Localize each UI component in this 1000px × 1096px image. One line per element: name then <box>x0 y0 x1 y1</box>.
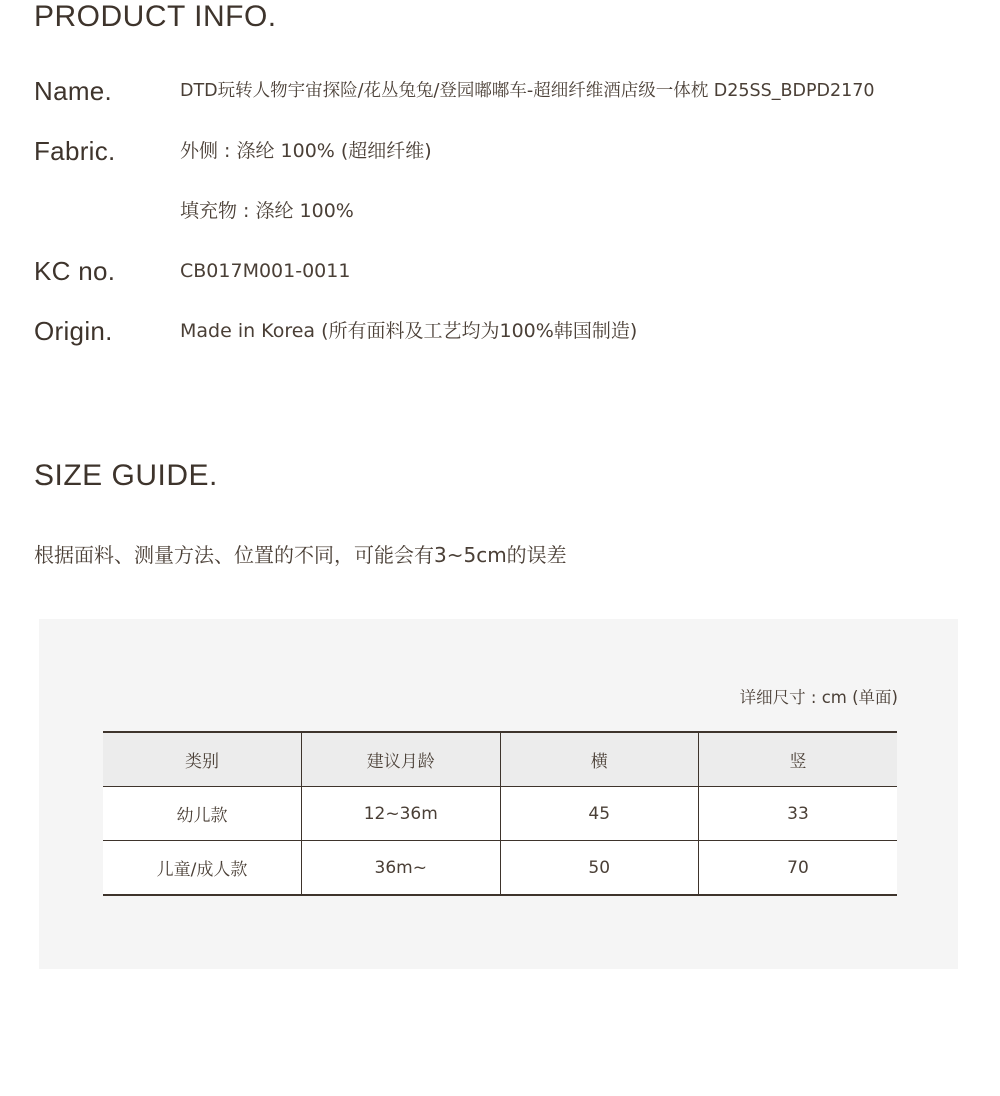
size-guide-title: SIZE GUIDE. <box>34 459 218 492</box>
size-table-panel <box>39 619 958 969</box>
cell-age: 36m~ <box>302 841 501 896</box>
info-row-filling <box>34 194 980 228</box>
size-table-header-row <box>103 732 897 787</box>
cell-age: 12~36m <box>302 787 501 841</box>
cell-height: 33 <box>699 787 898 841</box>
kc-value: CB017M001-0011 <box>180 260 351 282</box>
table-row <box>103 841 897 896</box>
size-table <box>103 731 897 896</box>
header-height: 竖 <box>699 732 898 787</box>
table-row <box>103 787 897 841</box>
info-row-origin <box>34 314 980 348</box>
name-value: DTD玩转人物宇宙探险/花丛兔兔/登园嘟嘟车-超细纤维酒店级一体枕 D25SS_BDPD2170 <box>180 81 875 101</box>
cell-height: 70 <box>699 841 898 896</box>
header-age: 建议月龄 <box>302 732 501 787</box>
header-width: 横 <box>500 732 699 787</box>
name-label: Name. <box>34 76 113 106</box>
cell-category: 幼儿款 <box>103 787 302 841</box>
origin-label: Origin. <box>34 316 113 346</box>
header-category: 类别 <box>103 732 302 787</box>
fabric-filling-value: 填充物 : 涤纶 100% <box>180 200 354 222</box>
info-row-name <box>34 74 980 108</box>
product-info-title: PRODUCT INFO. <box>34 0 277 33</box>
origin-value: Made in Korea (所有面料及工艺均为100%韩国制造) <box>180 320 638 342</box>
size-tolerance-note: 根据面料、测量方法、位置的不同，可能会有3~5cm的误差 <box>34 543 567 567</box>
cell-category: 儿童/成人款 <box>103 841 302 896</box>
fabric-outer-value: 外侧 : 涤纶 100% (超细纤维) <box>180 140 432 162</box>
cell-width: 50 <box>500 841 699 896</box>
fabric-label: Fabric. <box>34 136 116 166</box>
kc-label: KC no. <box>34 256 116 286</box>
info-row-fabric <box>34 134 980 168</box>
unit-note: 详细尺寸 : cm (单面) <box>739 688 898 707</box>
info-row-kc <box>34 254 980 288</box>
cell-width: 45 <box>500 787 699 841</box>
